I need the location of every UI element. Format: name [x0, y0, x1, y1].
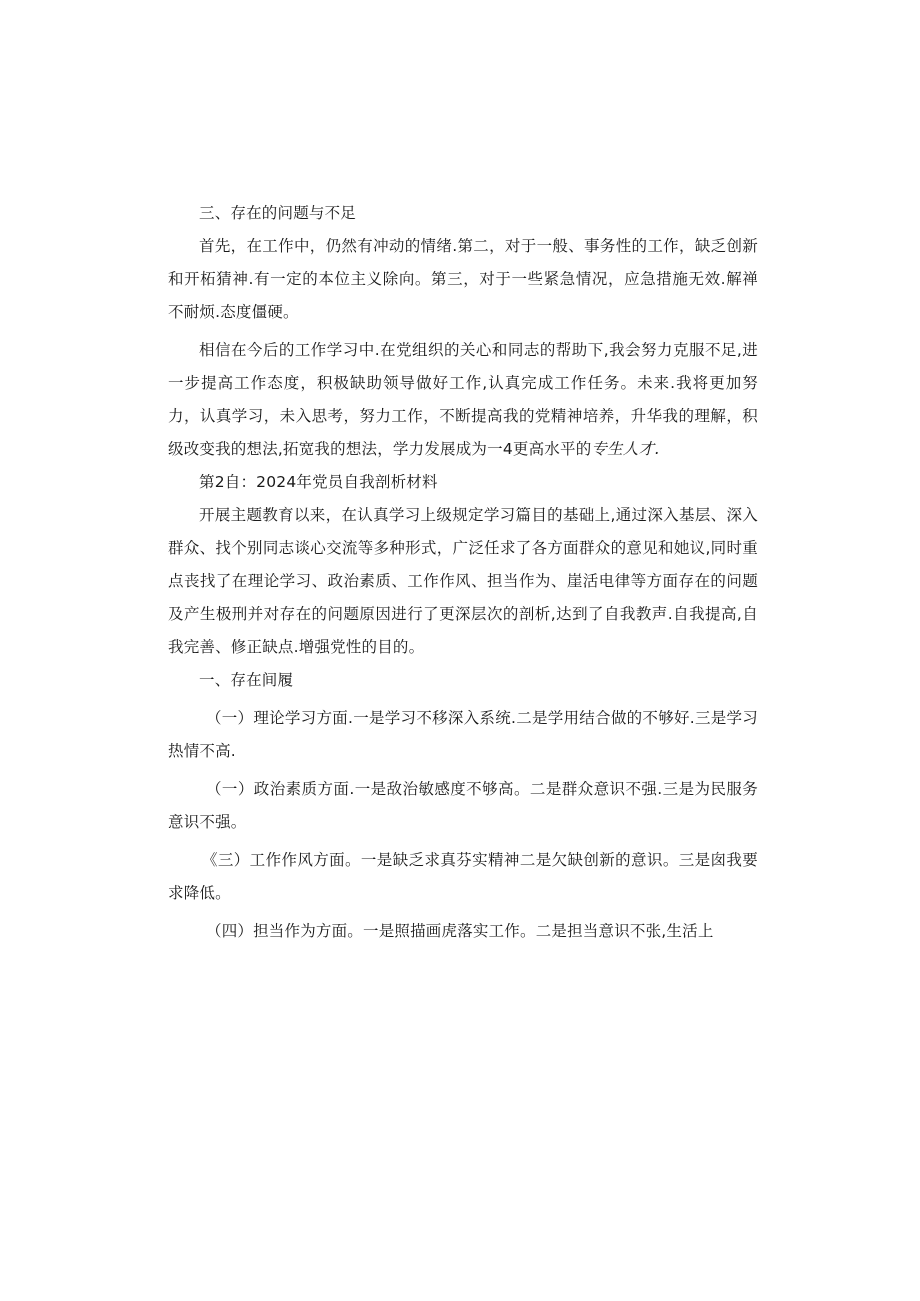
article-2-title: 第2自：2024年党员自我剖析材料	[199, 473, 438, 491]
paragraph-future	[168, 334, 758, 466]
item-responsibility: （四）担当作为方面。一是照描画虎落实工作。二是担当意识不张,生活上	[206, 922, 714, 940]
paragraph-future-tail: 专生人才.	[591, 440, 660, 458]
paragraph-future-main: 相信在今后的工作学习中.在党组织的关心和同志的帮助下,我会努力克服不足,进一步提高工作态度，积极缺助领导做好工作,认真完成工作任务。未来.我将更加努力，认真学习，未入思考，努力工作，不断提高我的党精神培养，升华我的理解，积级改变我的想法,拓宽我的想法，学力发展成为一4更高水平的	[168, 341, 758, 458]
document-body	[168, 197, 758, 948]
section-heading-issues: 一、存在间履	[199, 671, 294, 689]
item-theory-study: （一）理论学习方面.一是学习不移深入系统.二是学用结合做的不够好.三是学习热情不高.	[168, 709, 758, 760]
section-heading-problems: 三、存在的问题与不足	[199, 204, 357, 222]
paragraph-problems: 首先，在工作中，仍然有冲动的情绪.第二，对于一般、事务性的工作，缺乏创新和开柘猜神.有一定的本位主义除向。第三，对于一些紧急情况，应急措施无效.解禅不耐烦.态度僵硬。	[168, 237, 758, 321]
item-work-style: 《三）工作作风方面。一是缺乏求真芬实精神二是欠缺创新的意识。三是囱我要求降低。	[168, 851, 758, 902]
item-political-quality: （一）政治素质方面.一是敌治敏感度不够高。二是群众意识不强.三是为民服务意识不强。	[168, 780, 758, 831]
paragraph-intro: 开展主题教育以来，在认真学习上级规定学习篇目的基础上,通过深入基层、深入群众、找个别同志谈心交流等多种形式，广泛任求了各方面群众的意见和她议,同时重点丧找了在理论学习、政治素质、工作作风、担当作为、崖活电律等方面存在的问题及产生极刑并对存在的问题原因进行了更深层次的剖析,达到了自我教声.自我提高,自我完善、修正缺点.增强党性的目的。	[168, 506, 758, 656]
